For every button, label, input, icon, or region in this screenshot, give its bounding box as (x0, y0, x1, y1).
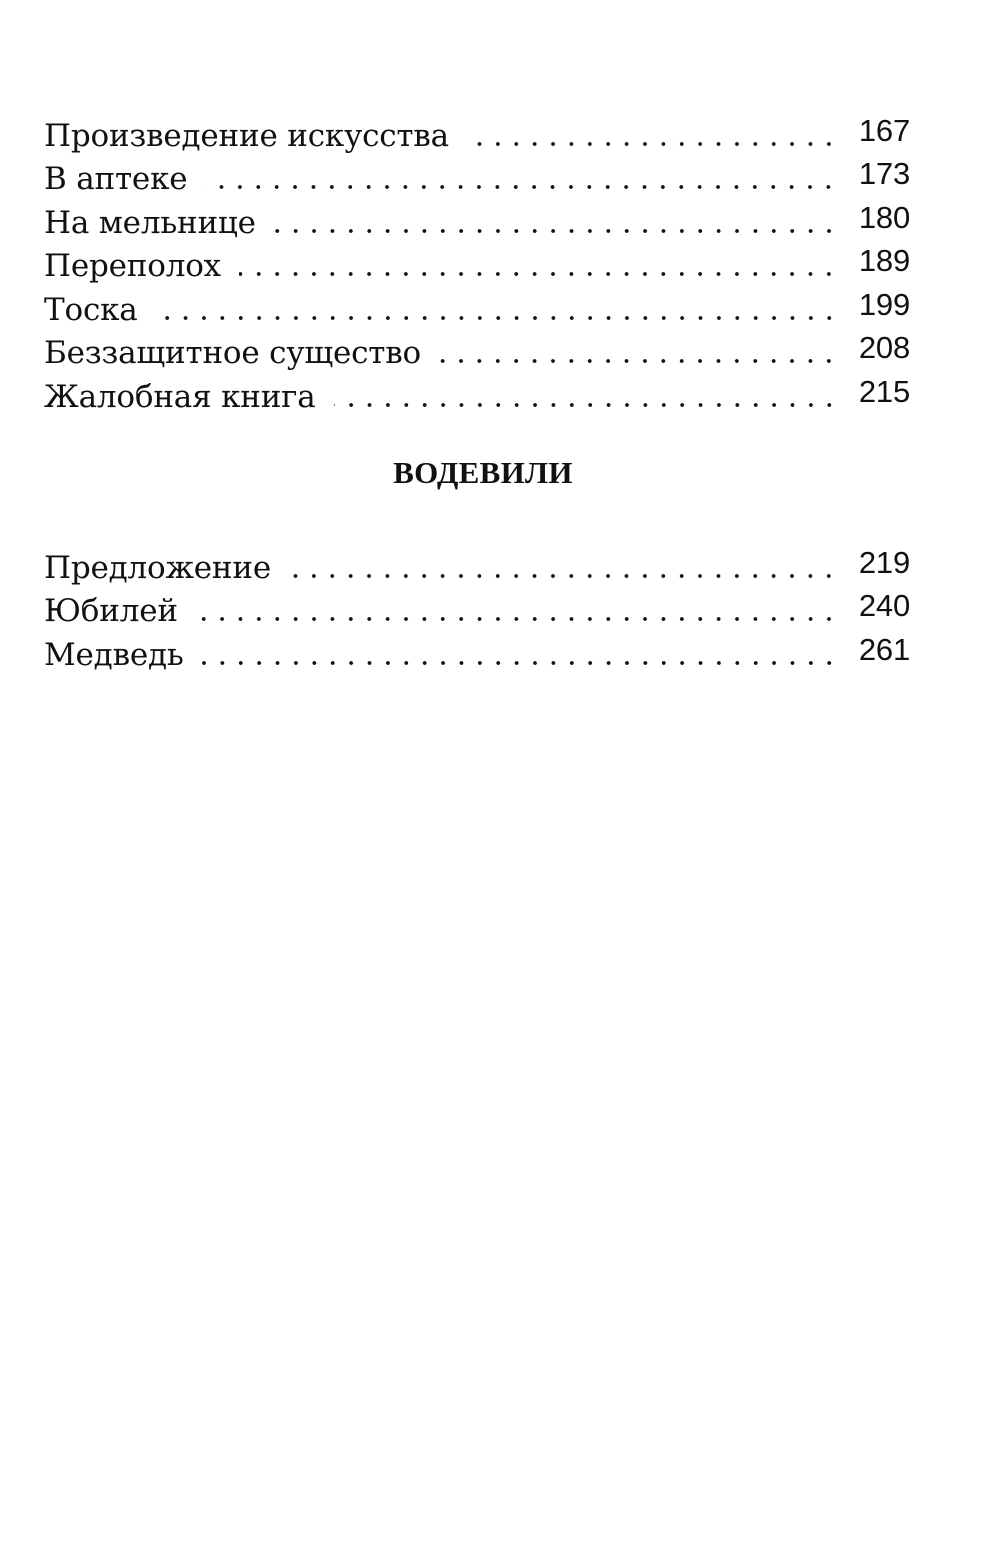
dot-leader (196, 617, 838, 621)
toc-entry-title: Юбилей (44, 593, 178, 629)
toc-entry (44, 108, 910, 152)
toc-entry-title: В аптеке (44, 161, 188, 197)
dot-leader (239, 272, 838, 276)
toc-entry-title: На мельнице (44, 204, 256, 241)
toc-entry (44, 282, 910, 326)
toc-entry-page: 180 (858, 199, 910, 235)
toc-entry-title: Тоска (44, 291, 138, 328)
dot-leader (274, 229, 838, 233)
toc-entry-page: 240 (858, 588, 910, 623)
dot-leader (202, 661, 838, 665)
toc-entry (44, 326, 910, 370)
section-heading: ВОДЕВИЛИ (393, 455, 573, 490)
dot-leader (439, 359, 838, 363)
toc-entry (44, 152, 910, 196)
toc-entry-title: Жалобная книга (44, 378, 316, 415)
toc-entry-page: 208 (858, 330, 910, 365)
toc-list-stories (44, 108, 910, 413)
toc-entry-title: Произведение искусства (44, 117, 449, 154)
toc-entry (44, 627, 910, 671)
toc-entry-page: 261 (858, 631, 910, 667)
toc-entry-page: 215 (858, 373, 910, 409)
toc-entry (44, 369, 910, 413)
toc-entry-page: 189 (858, 243, 910, 278)
toc-entry-title: Беззащитное существо (44, 335, 421, 371)
toc-entry-title: Переполох (44, 248, 221, 284)
toc-entry-page: 173 (858, 156, 910, 191)
toc-list-vaudevilles (44, 540, 910, 671)
toc-entry (44, 584, 910, 628)
toc-entry-title: Медведь (44, 636, 184, 673)
toc-entry (44, 195, 910, 239)
dot-leader (334, 403, 838, 407)
toc-entry-page: 219 (858, 544, 910, 580)
toc-entry-title: Предложение (44, 549, 272, 586)
dot-leader (467, 142, 838, 146)
toc-entry (44, 239, 910, 283)
toc-entry-page: 167 (858, 112, 910, 148)
dot-leader (156, 316, 838, 320)
toc-entry (44, 540, 910, 584)
dot-leader (289, 574, 838, 578)
dot-leader (205, 185, 838, 189)
toc-entry-page: 199 (858, 286, 910, 322)
